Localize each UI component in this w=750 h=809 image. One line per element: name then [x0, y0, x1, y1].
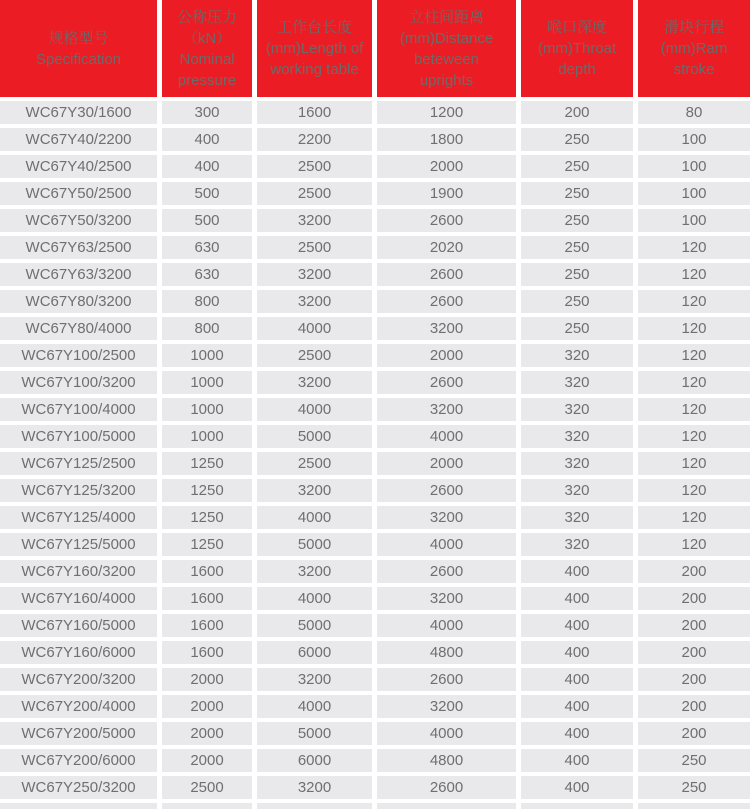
cell-distance-between-uprights: 3200 — [377, 398, 516, 421]
header-line: 滑块行程 — [663, 19, 724, 36]
cell-ram-stroke: 100 — [638, 182, 750, 205]
cell-throat-depth: 400 — [521, 749, 633, 772]
cell-working-table-length: 5000 — [257, 722, 372, 745]
cell-ram-stroke: 200 — [638, 695, 750, 718]
cell-specification: WC67Y100/5000 — [0, 425, 157, 448]
cell-nominal-pressure: 400 — [162, 128, 252, 151]
cell-specification: WC67Y40/2500 — [0, 155, 157, 178]
header-line: uprights — [419, 71, 474, 89]
cell-throat-depth: 320 — [521, 533, 633, 556]
cell-working-table-length: 5000 — [257, 533, 372, 556]
cell-ram-stroke: 100 — [638, 128, 750, 151]
header-line: beteween — [413, 50, 480, 68]
header-line: 工作台长度 — [276, 19, 352, 36]
cell-working-table-length: 2500 — [257, 182, 372, 205]
cell-ram-stroke: 200 — [638, 587, 750, 610]
header-line: Nominal — [179, 50, 235, 68]
cell-specification: WC67Y200/5000 — [0, 722, 157, 745]
cell-ram-stroke: 200 — [638, 668, 750, 691]
cell-specification: WC67Y160/3200 — [0, 560, 157, 583]
header-line: (mm)Distance — [399, 29, 494, 47]
header-line: 规格型号 — [48, 29, 109, 47]
cell-nominal-pressure: 1600 — [162, 641, 252, 664]
cell-ram-stroke: 120 — [638, 344, 750, 367]
cell-throat-depth: 400 — [521, 560, 633, 583]
cell-distance-between-uprights: 1800 — [377, 128, 516, 151]
cell-working-table-length: 4000 — [257, 398, 372, 421]
cell-nominal-pressure: 1250 — [162, 452, 252, 475]
cell-throat-depth: 250 — [521, 155, 633, 178]
cell-ram-stroke: 120 — [638, 479, 750, 502]
cell-working-table-length: 2500 — [257, 344, 372, 367]
cell-specification: WC67Y40/2200 — [0, 128, 157, 151]
cell-specification: WC67Y125/4000 — [0, 506, 157, 529]
cell-distance-between-uprights: 2000 — [377, 452, 516, 475]
header-cell-distance-between-uprights — [377, 0, 516, 97]
cell-ram-stroke: 120 — [638, 452, 750, 475]
cell-nominal-pressure-partial — [162, 803, 252, 809]
cell-specification: WC67Y100/4000 — [0, 398, 157, 421]
cell-nominal-pressure: 1250 — [162, 533, 252, 556]
cell-nominal-pressure: 400 — [162, 155, 252, 178]
cell-working-table-length: 5000 — [257, 425, 372, 448]
cell-working-table-length: 3200 — [257, 560, 372, 583]
cell-distance-between-uprights: 4000 — [377, 614, 516, 637]
cell-nominal-pressure: 1250 — [162, 506, 252, 529]
cell-specification: WC67Y200/3200 — [0, 668, 157, 691]
cell-throat-depth: 400 — [521, 776, 633, 799]
cell-distance-between-uprights: 2600 — [377, 560, 516, 583]
cell-specification: WC67Y63/3200 — [0, 263, 157, 286]
cell-specification: WC67Y160/4000 — [0, 587, 157, 610]
cell-specification: WC67Y30/1600 — [0, 101, 157, 124]
cell-distance-between-uprights: 2600 — [377, 290, 516, 313]
cell-nominal-pressure: 2000 — [162, 668, 252, 691]
cell-throat-depth: 320 — [521, 452, 633, 475]
cell-nominal-pressure: 1600 — [162, 560, 252, 583]
cell-ram-stroke: 120 — [638, 398, 750, 421]
cell-throat-depth: 200 — [521, 101, 633, 124]
cell-throat-depth: 250 — [521, 317, 633, 340]
cell-distance-between-uprights: 2000 — [377, 155, 516, 178]
cell-throat-depth: 400 — [521, 695, 633, 718]
cell-throat-depth: 250 — [521, 236, 633, 259]
cell-throat-depth: 250 — [521, 263, 633, 286]
header-line: (mm)Throat — [537, 40, 617, 57]
cell-distance-between-uprights: 1900 — [377, 182, 516, 205]
cell-nominal-pressure: 1000 — [162, 425, 252, 448]
cell-ram-stroke: 250 — [638, 776, 750, 799]
cell-working-table-length: 6000 — [257, 749, 372, 772]
cell-nominal-pressure: 1250 — [162, 479, 252, 502]
cell-specification: WC67Y80/3200 — [0, 290, 157, 313]
header-line: (mm)Length of — [265, 40, 364, 57]
cell-specification: WC67Y250/3200 — [0, 776, 157, 799]
cell-nominal-pressure: 1000 — [162, 398, 252, 421]
cell-throat-depth-partial — [521, 803, 633, 809]
cell-working-table-length: 4000 — [257, 506, 372, 529]
cell-distance-between-uprights: 2600 — [377, 776, 516, 799]
cell-working-table-length: 5000 — [257, 614, 372, 637]
cell-distance-between-uprights: 4800 — [377, 641, 516, 664]
cell-ram-stroke: 200 — [638, 722, 750, 745]
cell-working-table-length: 2500 — [257, 236, 372, 259]
cell-specification-partial — [0, 803, 157, 809]
cell-nominal-pressure: 800 — [162, 290, 252, 313]
cell-specification: WC67Y50/3200 — [0, 209, 157, 232]
cell-distance-between-uprights: 2600 — [377, 263, 516, 286]
cell-working-table-length-partial — [257, 803, 372, 809]
cell-distance-between-uprights: 2600 — [377, 209, 516, 232]
cell-specification: WC67Y100/3200 — [0, 371, 157, 394]
cell-ram-stroke: 120 — [638, 371, 750, 394]
cell-distance-between-uprights: 1200 — [377, 101, 516, 124]
cell-working-table-length: 4000 — [257, 317, 372, 340]
cell-ram-stroke: 200 — [638, 614, 750, 637]
cell-ram-stroke: 200 — [638, 641, 750, 664]
cell-working-table-length: 2500 — [257, 155, 372, 178]
header-cell-throat-depth — [521, 0, 633, 97]
cell-ram-stroke: 120 — [638, 533, 750, 556]
cell-throat-depth: 250 — [521, 290, 633, 313]
cell-specification: WC67Y125/3200 — [0, 479, 157, 502]
cell-distance-between-uprights: 2000 — [377, 344, 516, 367]
header-line: (mm)Ram — [660, 40, 728, 57]
cell-working-table-length: 3200 — [257, 776, 372, 799]
cell-specification: WC67Y100/2500 — [0, 344, 157, 367]
header-line: （kN） — [182, 29, 232, 47]
header-line: working table — [270, 61, 359, 78]
cell-throat-depth: 400 — [521, 668, 633, 691]
cell-distance-between-uprights: 3200 — [377, 695, 516, 718]
cell-throat-depth: 400 — [521, 614, 633, 637]
cell-nominal-pressure: 630 — [162, 263, 252, 286]
cell-distance-between-uprights: 4000 — [377, 722, 516, 745]
cell-nominal-pressure: 1000 — [162, 371, 252, 394]
cell-nominal-pressure: 500 — [162, 182, 252, 205]
cell-distance-between-uprights: 2020 — [377, 236, 516, 259]
cell-nominal-pressure: 500 — [162, 209, 252, 232]
header-cell-ram-stroke — [638, 0, 750, 97]
cell-ram-stroke: 120 — [638, 263, 750, 286]
cell-nominal-pressure: 800 — [162, 317, 252, 340]
cell-throat-depth: 320 — [521, 371, 633, 394]
cell-specification: WC67Y200/6000 — [0, 749, 157, 772]
cell-specification: WC67Y200/4000 — [0, 695, 157, 718]
cell-distance-between-uprights-partial — [377, 803, 516, 809]
cell-specification: WC67Y63/2500 — [0, 236, 157, 259]
cell-working-table-length: 3200 — [257, 668, 372, 691]
cell-distance-between-uprights: 2600 — [377, 668, 516, 691]
cell-specification: WC67Y125/2500 — [0, 452, 157, 475]
cell-throat-depth: 320 — [521, 479, 633, 502]
cell-working-table-length: 6000 — [257, 641, 372, 664]
cell-throat-depth: 320 — [521, 425, 633, 448]
cell-ram-stroke: 120 — [638, 236, 750, 259]
cell-working-table-length: 4000 — [257, 587, 372, 610]
header-cell-nominal-pressure — [162, 0, 252, 97]
cell-working-table-length: 2200 — [257, 128, 372, 151]
cell-working-table-length: 3200 — [257, 290, 372, 313]
cell-nominal-pressure: 630 — [162, 236, 252, 259]
cell-distance-between-uprights: 3200 — [377, 506, 516, 529]
cell-nominal-pressure: 1600 — [162, 587, 252, 610]
cell-throat-depth: 400 — [521, 587, 633, 610]
cell-throat-depth: 320 — [521, 344, 633, 367]
cell-nominal-pressure: 1600 — [162, 614, 252, 637]
cell-throat-depth: 250 — [521, 209, 633, 232]
cell-distance-between-uprights: 4800 — [377, 749, 516, 772]
cell-distance-between-uprights: 4000 — [377, 425, 516, 448]
cell-working-table-length: 3200 — [257, 209, 372, 232]
cell-working-table-length: 1600 — [257, 101, 372, 124]
header-line: 公称压力 — [176, 8, 237, 26]
cell-ram-stroke: 120 — [638, 425, 750, 448]
cell-distance-between-uprights: 4000 — [377, 533, 516, 556]
cell-distance-between-uprights: 3200 — [377, 317, 516, 340]
cell-nominal-pressure: 2000 — [162, 695, 252, 718]
cell-ram-stroke: 80 — [638, 101, 750, 124]
cell-ram-stroke: 120 — [638, 290, 750, 313]
cell-nominal-pressure: 2000 — [162, 722, 252, 745]
cell-working-table-length: 3200 — [257, 479, 372, 502]
cell-working-table-length: 2500 — [257, 452, 372, 475]
cell-ram-stroke: 100 — [638, 155, 750, 178]
cell-ram-stroke: 250 — [638, 749, 750, 772]
cell-working-table-length: 3200 — [257, 371, 372, 394]
header-line: stroke — [673, 61, 715, 78]
header-line: Specification — [35, 50, 122, 68]
cell-ram-stroke: 120 — [638, 506, 750, 529]
header-line: 立柱间距离 — [408, 8, 484, 26]
cell-throat-depth: 400 — [521, 641, 633, 664]
header-line: 喉口深度 — [546, 19, 607, 36]
cell-throat-depth: 400 — [521, 722, 633, 745]
cell-ram-stroke: 100 — [638, 209, 750, 232]
cell-ram-stroke-partial — [638, 803, 750, 809]
cell-nominal-pressure: 2000 — [162, 749, 252, 772]
cell-throat-depth: 250 — [521, 128, 633, 151]
header-line: pressure — [177, 71, 237, 89]
cell-nominal-pressure: 300 — [162, 101, 252, 124]
cell-specification: WC67Y160/5000 — [0, 614, 157, 637]
header-line: depth — [558, 61, 596, 78]
cell-specification: WC67Y80/4000 — [0, 317, 157, 340]
cell-throat-depth: 320 — [521, 506, 633, 529]
cell-specification: WC67Y50/2500 — [0, 182, 157, 205]
cell-nominal-pressure: 1000 — [162, 344, 252, 367]
cell-nominal-pressure: 2500 — [162, 776, 252, 799]
cell-working-table-length: 4000 — [257, 695, 372, 718]
cell-ram-stroke: 200 — [638, 560, 750, 583]
cell-distance-between-uprights: 3200 — [377, 587, 516, 610]
cell-distance-between-uprights: 2600 — [377, 479, 516, 502]
cell-ram-stroke: 120 — [638, 317, 750, 340]
cell-throat-depth: 320 — [521, 398, 633, 421]
header-cell-specification — [0, 0, 157, 97]
header-cell-working-table-length — [257, 0, 372, 97]
cell-specification: WC67Y160/6000 — [0, 641, 157, 664]
cell-working-table-length: 3200 — [257, 263, 372, 286]
cell-throat-depth: 250 — [521, 182, 633, 205]
cell-specification: WC67Y125/5000 — [0, 533, 157, 556]
cell-distance-between-uprights: 2600 — [377, 371, 516, 394]
